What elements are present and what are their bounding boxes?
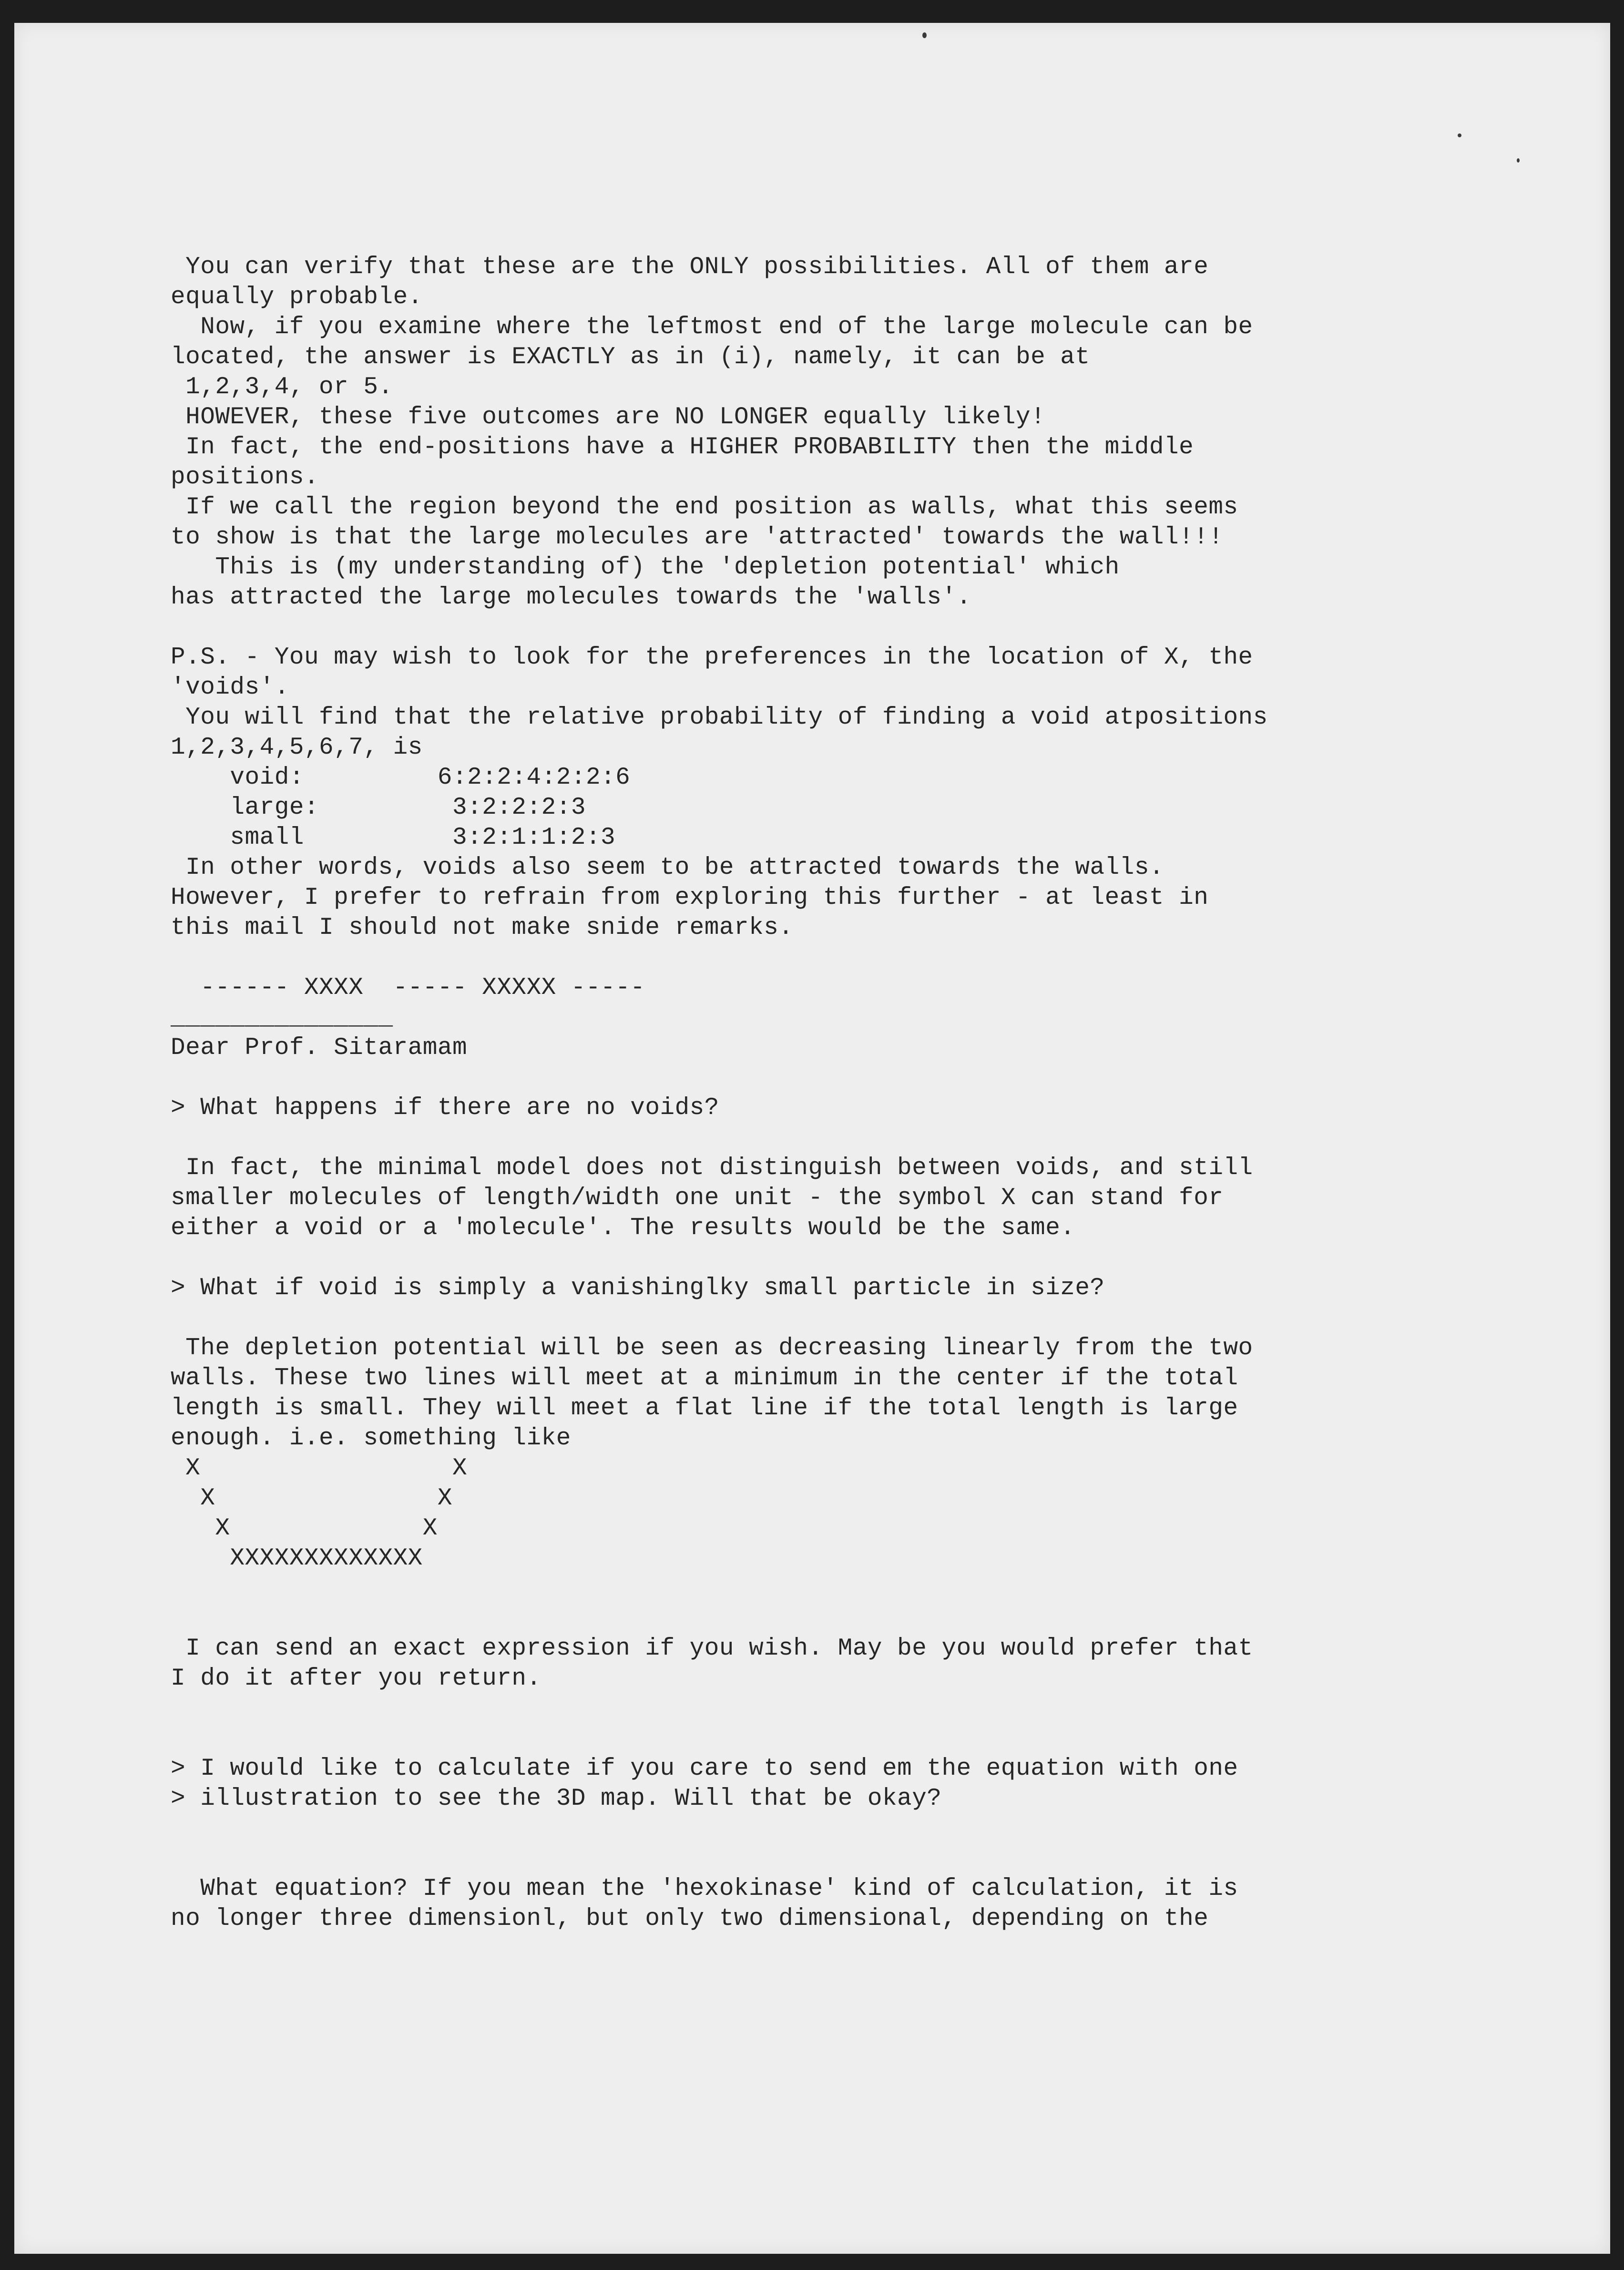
quoted-question: > What happens if there are no voids?	[171, 1094, 719, 1122]
text-line: P.S. - You may wish to look for the preferences in the location of X, the	[171, 644, 1253, 671]
text-line: either a void or a 'molecule'. The results would be the same.	[171, 1215, 1075, 1242]
table-row-large: large: 3:2:2:2:3	[171, 794, 586, 821]
text-line: However, I prefer to refrain from exploring this further - at least in	[171, 884, 1209, 911]
ascii-diagram-line: XXXXXXXXXXXXX	[171, 1545, 423, 1572]
quoted-question: > I would like to calculate if you care to send em the equation with one	[171, 1755, 1238, 1782]
text-line: You can verify that these are the ONLY possibilities. All of them are	[171, 254, 1209, 281]
text-line: equally probable.	[171, 284, 423, 311]
text-line: this mail I should not make snide remarks.	[171, 914, 794, 941]
text-line: The depletion potential will be seen as decreasing linearly from the two	[171, 1335, 1253, 1362]
quoted-question: > What if void is simply a vanishinglky small particle in size?	[171, 1275, 1105, 1302]
text-line: You will find that the relative probability of finding a void atpositions	[171, 704, 1268, 731]
text-line: no longer three dimensionl, but only two dimensional, depending on the	[171, 1905, 1209, 1933]
text-line: In fact, the end-positions have a HIGHER PROBABILITY then the middle	[171, 434, 1194, 461]
text-line: positions.	[171, 464, 319, 491]
text-line: 1,2,3,4,5,6,7, is	[171, 734, 423, 761]
text-line: 1,2,3,4, or 5.	[171, 374, 393, 401]
text-line: 'voids'.	[171, 674, 289, 701]
text-line: located, the answer is EXACTLY as in (i), namely, it can be at	[171, 344, 1090, 371]
text-line: smaller molecules of length/width one unit - the symbol X can stand for	[171, 1185, 1224, 1212]
text-line: I can send an exact expression if you wish. May be you would prefer that	[171, 1635, 1253, 1662]
text-line: enough. i.e. something like	[171, 1425, 571, 1452]
paper-page	[14, 23, 1610, 2254]
ink-speck	[1458, 133, 1461, 137]
text-line: This is (my understanding of) the 'depletion potential' which	[171, 554, 1120, 581]
ascii-diagram-line: X X	[171, 1485, 452, 1512]
ascii-diagram-line: X X	[171, 1515, 438, 1542]
text-line: HOWEVER, these five outcomes are NO LONGER equally likely!	[171, 404, 1046, 431]
text-line: walls. These two lines will meet at a minimum in the center if the total	[171, 1365, 1238, 1392]
text-line: In other words, voids also seem to be attracted towards the walls.	[171, 854, 1164, 881]
text-line: I do it after you return.	[171, 1665, 541, 1692]
text-line: If we call the region beyond the end position as walls, what this seems	[171, 494, 1238, 521]
section-separator: ------ XXXX ----- XXXXX -----	[171, 974, 645, 1002]
text-line: to show is that the large molecules are 'attracted' towards the wall!!!	[171, 524, 1224, 551]
ink-speck	[1517, 158, 1520, 163]
text-line: In fact, the minimal model does not distinguish between voids, and still	[171, 1155, 1253, 1182]
ascii-diagram-line: X X	[171, 1455, 468, 1482]
text-line: length is small. They will meet a flat line if the total length is large	[171, 1395, 1238, 1422]
salutation: Dear Prof. Sitaramam	[171, 1034, 468, 1062]
ink-speck	[922, 32, 927, 38]
text-line: Now, if you examine where the leftmost end of the large molecule can be	[171, 314, 1253, 341]
quoted-question: > illustration to see the 3D map. Will that be okay?	[171, 1785, 942, 1812]
table-row-void: void: 6:2:2:4:2:2:6	[171, 764, 631, 791]
divider-rule: _______________	[171, 1004, 393, 1032]
text-line: What equation? If you mean the 'hexokinase' kind of calculation, it is	[171, 1875, 1238, 1902]
text-line: has attracted the large molecules towards the 'walls'.	[171, 584, 971, 611]
table-row-small: small 3:2:1:1:2:3	[171, 824, 616, 851]
